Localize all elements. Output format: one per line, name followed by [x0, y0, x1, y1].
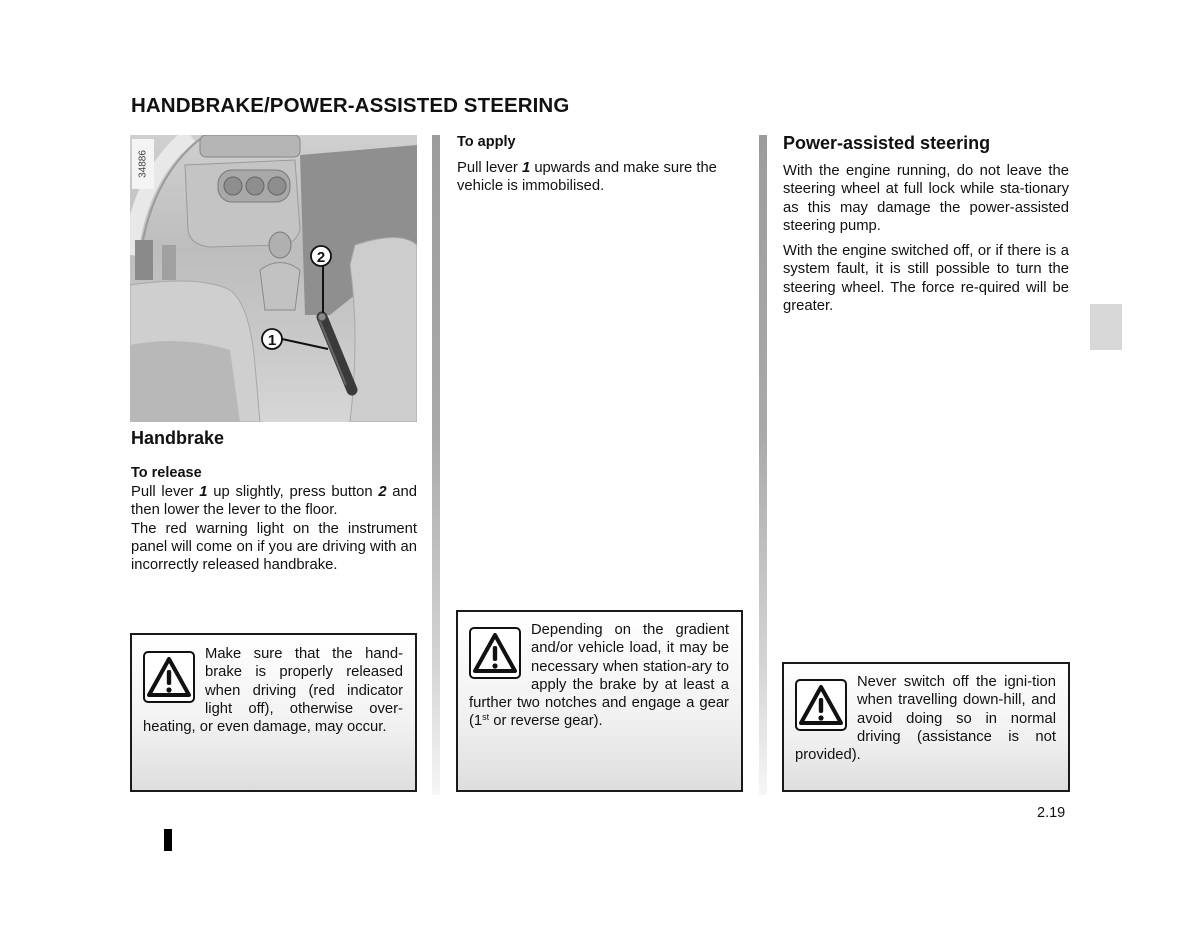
release-heading: To release [131, 465, 202, 481]
lever-ref: 1 [521, 160, 531, 176]
column-divider [432, 135, 440, 795]
apply-warning-text: Depending on the gradient and/or vehicle load, it may be necessary when station-ary to apply the brake by at least a further two notches and engage a gear (1st or reverse gear). [469, 622, 729, 730]
callout-2: 2 [316, 249, 326, 266]
release-warning-text: Make sure that the hand-brake is properly released when driving (red indicator light off), otherwise over-heating, or even damage, may occur. [143, 646, 403, 736]
release-instructions: Pull lever 1 up slightly, press button 2 and then lower the lever to the floor. The red warning light on the instrument panel will come on if you are driving with an incorrectly released handbrake. [131, 484, 417, 574]
section-tab-marker [1090, 304, 1122, 350]
callout-1: 1 [267, 332, 277, 349]
page-number: 2.19 [1037, 805, 1066, 821]
handbrake-heading: Handbrake [131, 428, 225, 448]
figure-reference: 34886 [132, 139, 154, 189]
apply-heading: To apply [457, 134, 516, 150]
page-title: HANDBRAKE/POWER-ASSISTED STEERING [131, 94, 570, 117]
release-warning-box [130, 633, 417, 792]
apply-instructions: Pull lever 1 upwards and make sure the vehicle is immobilised. [457, 160, 717, 195]
steering-heading: Power-assisted steering [783, 133, 991, 153]
handbrake-photo [130, 135, 417, 422]
steering-warning-text: Never switch off the igni-tion when travelling down-hill, and avoid doing so in normal driving (assistance is not provided). [795, 674, 1056, 764]
car-interior-illustration [130, 135, 417, 422]
warning-triangle-icon [469, 627, 521, 679]
button-ref: 2 [378, 484, 387, 500]
column-divider [759, 135, 767, 795]
warning-triangle-icon [143, 651, 195, 703]
apply-warning-box [456, 610, 743, 792]
steering-text: With the engine running, do not leave the steering wheel at full lock while sta-tionary as this may damage the power-assisted steering pump. With the engine switched off, or if there is a system fault, it is still possible to turn the steering wheel. The force re-quired will be greater. [783, 163, 1069, 315]
lever-ref: 1 [199, 484, 208, 500]
steering-warning-box [782, 662, 1070, 792]
warning-triangle-icon [795, 679, 847, 731]
print-crop-mark [164, 829, 172, 851]
handbrake-lever [318, 313, 352, 390]
